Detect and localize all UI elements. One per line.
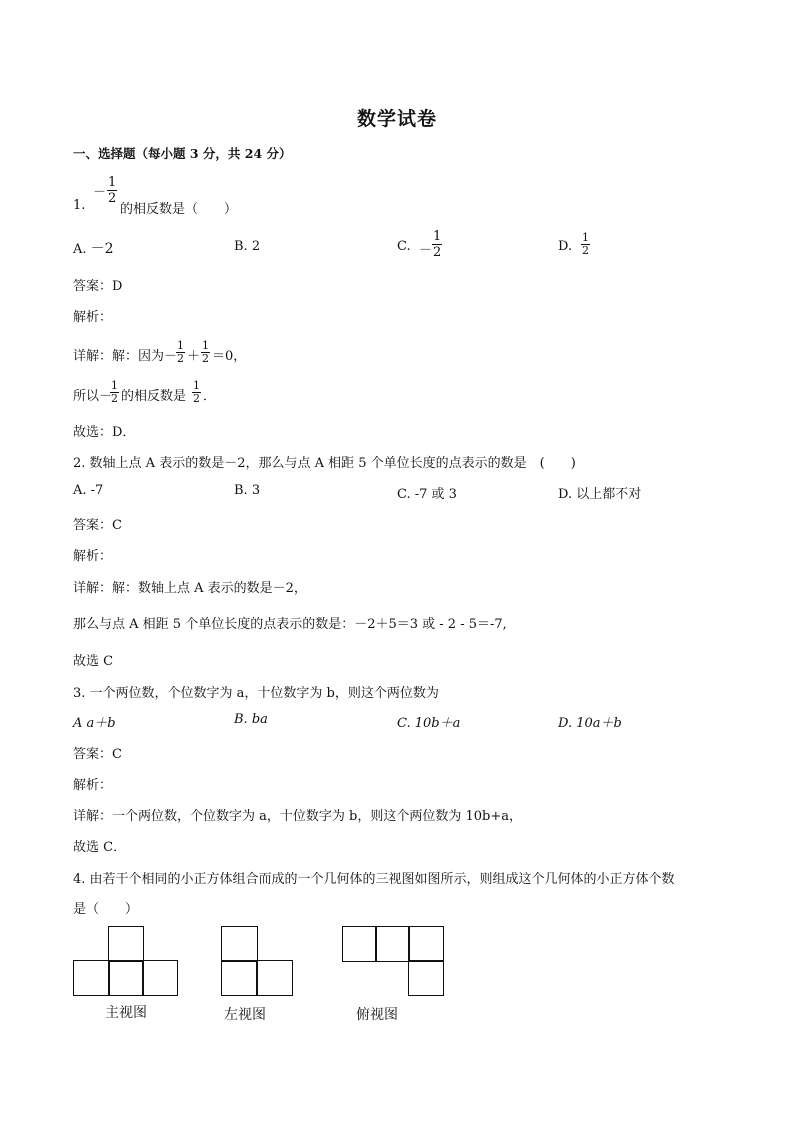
question-3: 3. 一个两位数，个位数字为 a，十位数字为 b，则这个两位数为 [73, 686, 439, 701]
cube-square [221, 926, 258, 962]
analysis-label: 解析： [73, 778, 113, 793]
top-view-label: 俯视图 [356, 1007, 398, 1023]
top-view-figure [342, 926, 445, 996]
analysis-label: 解析： [73, 549, 113, 564]
option-b: B. 2 [234, 239, 261, 254]
choose-line: 故选 C [73, 654, 114, 669]
minus-sign: － [93, 185, 107, 200]
cube-square [108, 960, 144, 996]
analysis-label: 解析： [73, 310, 113, 325]
left-view-figure [221, 926, 294, 996]
option-a: A. －2 [73, 241, 114, 257]
option-a: A a＋b [73, 716, 116, 731]
cube-square [108, 926, 144, 962]
detail-line: 那么与点 A 相距 5 个单位长度的点表示的数是：－2＋5＝3 或 - 2 - 5＝-7, [73, 617, 507, 632]
choose-line: 故选：D． [73, 425, 136, 440]
cube-square [221, 960, 258, 996]
cube-square [375, 926, 410, 962]
answer: 答案：C [73, 747, 122, 762]
cube-square [73, 960, 110, 996]
cube-square [142, 960, 178, 996]
option-b: B. 3 [234, 483, 261, 498]
conclusion-line: 所以－ $\frac{1}{2}$ 的相反数是 $\frac{1}{2}$ ． [73, 379, 217, 405]
cube-square [408, 926, 444, 962]
answer: 答案：D [73, 279, 123, 294]
question-text: 的相反数是（ ） [120, 202, 238, 217]
option-b: B. ba [234, 712, 268, 727]
question-4: 4. 由若干个相同的小正方体组合而成的一个几何体的三视图如图所示，则组成这个几何体的小正方体个数 [73, 872, 675, 887]
answer: 答案：C [73, 518, 122, 533]
question-4-cont: 是（ ） [73, 902, 139, 917]
cube-square [256, 960, 293, 996]
page-title: 数学试卷 [356, 108, 437, 130]
cube-square [342, 926, 377, 962]
option-a: A. -7 [73, 483, 104, 498]
question-2: 2. 数轴上点 A 表示的数是－2，那么与点 A 相距 5 个单位长度的点表示的数是 ( ) [73, 456, 576, 471]
front-view-figure [73, 926, 178, 996]
front-view-label: 主视图 [105, 1005, 147, 1021]
detail-line: 详解：解：因为－ $\frac{1}{2}$ ＋ $\frac{1}{2}$ ＝0， [73, 339, 247, 365]
detail-line: 详解：解：数轴上点 A 表示的数是－2， [73, 581, 307, 596]
cube-square [408, 960, 444, 996]
question-number: 1. [73, 198, 86, 213]
option-d: D. 10a＋b [558, 716, 622, 731]
option-c: C. 10b＋a [397, 716, 461, 731]
option-d: D. 以上都不对 [558, 487, 642, 502]
left-view-label: 左视图 [224, 1007, 266, 1023]
option-c: C. -7 或 3 [397, 487, 457, 502]
choose-line: 故选 C． [73, 840, 127, 855]
detail-line: 详解：一个两位数，个位数字为 a，十位数字为 b，则这个两位数为 10b+a， [73, 809, 522, 824]
fraction: $\frac{1}{2}$ [108, 175, 117, 206]
section-heading: 一、选择题（每小题 3 分，共 24 分） [73, 146, 292, 161]
